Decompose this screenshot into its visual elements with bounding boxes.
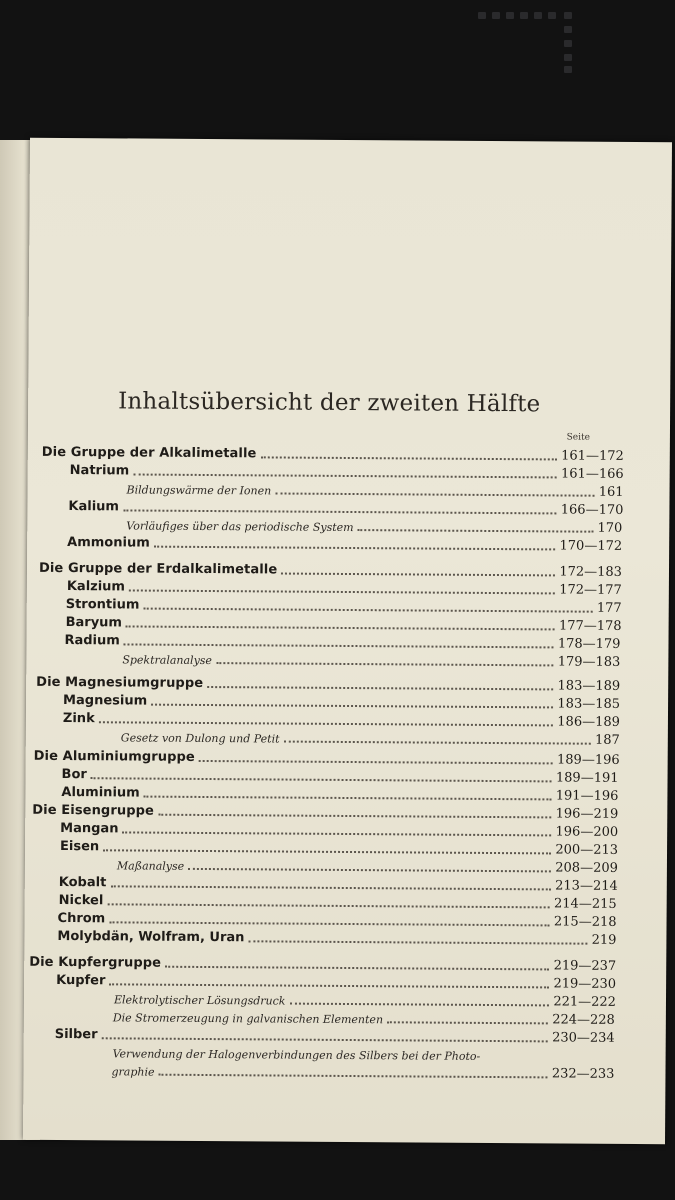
toc-label: Chrom: [57, 910, 106, 927]
toc-label: Zink: [62, 711, 95, 727]
dot-leader: [124, 637, 554, 648]
dot-leader: [216, 656, 554, 666]
background-dot: [564, 26, 572, 33]
toc-page-number: 219—237: [553, 958, 617, 974]
dot-leader: [281, 567, 555, 577]
toc-subentry: [122, 648, 620, 669]
toc-page-number: 172—183: [559, 564, 623, 580]
toc-label: graphie: [111, 1065, 155, 1079]
toc-page-number: 170—172: [559, 538, 623, 554]
toc-page-number: 187: [594, 732, 620, 748]
dot-leader: [144, 790, 552, 801]
toc-label: Kobalt: [58, 874, 107, 891]
toc-page-number: 219—230: [553, 976, 617, 992]
background-dot: [564, 66, 572, 73]
toc-page-number: 178—179: [557, 636, 621, 652]
toc-label: Radium: [64, 633, 120, 649]
dot-leader: [143, 602, 593, 613]
toc-entry: [57, 926, 616, 948]
toc-page-number: 230—234: [552, 1030, 615, 1046]
toc-label: Silber: [54, 1026, 98, 1043]
background-dots: [478, 12, 578, 72]
toc-label: Magnesium: [63, 693, 148, 709]
dot-leader: [109, 977, 549, 988]
dot-leader: [358, 523, 594, 533]
dot-leader: [289, 997, 549, 1007]
toc-label: Die Aluminiumgruppe: [33, 748, 195, 765]
toc-label: Eisen: [60, 838, 100, 855]
toc-label: Baryum: [65, 615, 123, 631]
dot-leader: [122, 825, 551, 836]
toc-page-number: 177—178: [558, 618, 622, 634]
dot-leader: [126, 619, 555, 630]
background-dot: [548, 12, 556, 19]
toc-page-number: 177: [596, 600, 622, 616]
toc-page-number: 196—200: [555, 824, 619, 840]
toc-label: Die Magnesiumgruppe: [36, 674, 204, 691]
toc-label: Bildungswärme der Ionen: [126, 483, 272, 498]
toc-page-number: 186—189: [557, 714, 620, 730]
toc-label: Natrium: [69, 463, 130, 479]
toc-subentry: [121, 726, 620, 747]
toc-page-number: 191—196: [555, 788, 619, 804]
toc-label: Verwendung der Halogenverbindungen des Silbers bei der Photo-: [112, 1047, 481, 1063]
toc-entry: [67, 532, 622, 554]
page-title: Inhaltsübersicht der zweiten Hälfte: [118, 388, 541, 418]
book-page: [23, 138, 672, 1144]
dot-leader: [387, 1015, 548, 1024]
dot-leader: [123, 503, 557, 514]
toc-page-number: 200—213: [555, 842, 619, 858]
dot-leader: [110, 879, 551, 890]
toc-page-number: 189—196: [556, 752, 620, 768]
toc-page-number: 215—218: [553, 914, 617, 930]
toc-page-number: 161: [598, 484, 624, 500]
page-column-header: Seite: [566, 432, 590, 443]
toc-page-number: 196—219: [555, 806, 619, 822]
toc-subentry: [111, 1060, 614, 1082]
toc-page-number: 232—233: [551, 1066, 615, 1082]
toc-label: Gesetz von Dulong und Petit: [120, 731, 280, 746]
toc-page-number: 161—166: [560, 466, 624, 482]
toc-page-number: 213—214: [555, 878, 618, 894]
toc-label: Kalium: [68, 499, 120, 515]
toc-label: Die Gruppe der Erdalkalimetalle: [38, 560, 278, 578]
background-dot: [564, 54, 572, 61]
dot-leader: [165, 960, 550, 971]
toc-page-number: 221—222: [553, 994, 617, 1010]
toc-page-number: 179—183: [557, 654, 621, 670]
dot-leader: [284, 735, 591, 745]
toc-label: Maßanalyse: [116, 859, 185, 873]
toc-label: Ammonium: [67, 535, 150, 551]
toc-page-number: 161—172: [561, 448, 624, 464]
dot-leader: [133, 467, 557, 478]
dot-leader: [151, 698, 553, 709]
background-dot: [564, 12, 572, 19]
toc-page-number: 208—209: [555, 860, 618, 876]
dot-leader: [207, 680, 553, 690]
background-dot: [564, 40, 572, 47]
toc-page-number: 214—215: [553, 896, 617, 912]
background-dot: [506, 12, 514, 19]
background-dot: [478, 12, 486, 19]
toc-label: Die Kupfergruppe: [29, 954, 162, 971]
dot-leader: [91, 771, 552, 782]
toc-label: Kalzium: [66, 579, 126, 595]
toc-page-number: 166—170: [560, 502, 624, 518]
dot-leader: [107, 897, 550, 908]
dot-leader: [199, 754, 553, 764]
toc-label: Kupfer: [56, 972, 106, 989]
dot-leader: [188, 862, 551, 873]
dot-leader: [154, 540, 556, 551]
dot-leader: [158, 808, 552, 819]
toc-page-number: 183—185: [557, 696, 621, 712]
dot-leader: [102, 1031, 549, 1042]
dot-leader: [103, 843, 551, 854]
dot-leader: [248, 934, 587, 944]
toc-page-number: 170: [597, 520, 623, 536]
toc-label: Molybdän, Wolfram, Uran: [57, 928, 245, 946]
toc-page-number: 219: [591, 932, 617, 948]
dot-leader: [109, 915, 550, 926]
toc-label: Vorläufiges über das periodische System: [126, 519, 354, 535]
toc-label: Bor: [61, 766, 87, 783]
toc-page-number: 172—177: [559, 582, 622, 598]
toc-page-number: 189—191: [555, 770, 619, 786]
background-dot: [492, 12, 500, 19]
toc-page-number: 224—228: [552, 1012, 615, 1028]
dot-leader: [158, 1068, 547, 1079]
dot-leader: [99, 715, 554, 726]
dot-leader: [275, 486, 595, 496]
toc-label: Mangan: [60, 820, 119, 837]
background-dot: [534, 12, 542, 19]
toc-label: Strontium: [65, 597, 140, 613]
dot-leader: [260, 450, 557, 460]
toc-label: Die Eisengruppe: [32, 802, 155, 819]
toc-label: Die Gruppe der Alkalimetalle: [41, 444, 257, 462]
toc-label: Nickel: [58, 892, 104, 909]
toc-label: Aluminium: [61, 784, 140, 801]
toc-page-number: 183—189: [557, 678, 621, 694]
toc-label: Die Stromerzeugung in galvanischen Elementen: [112, 1011, 384, 1027]
dot-leader: [129, 583, 555, 594]
toc-label: Elektrolytischer Lösungsdruck: [113, 993, 286, 1008]
background-dot: [520, 12, 528, 19]
toc-label: Spektralanalyse: [122, 653, 213, 668]
